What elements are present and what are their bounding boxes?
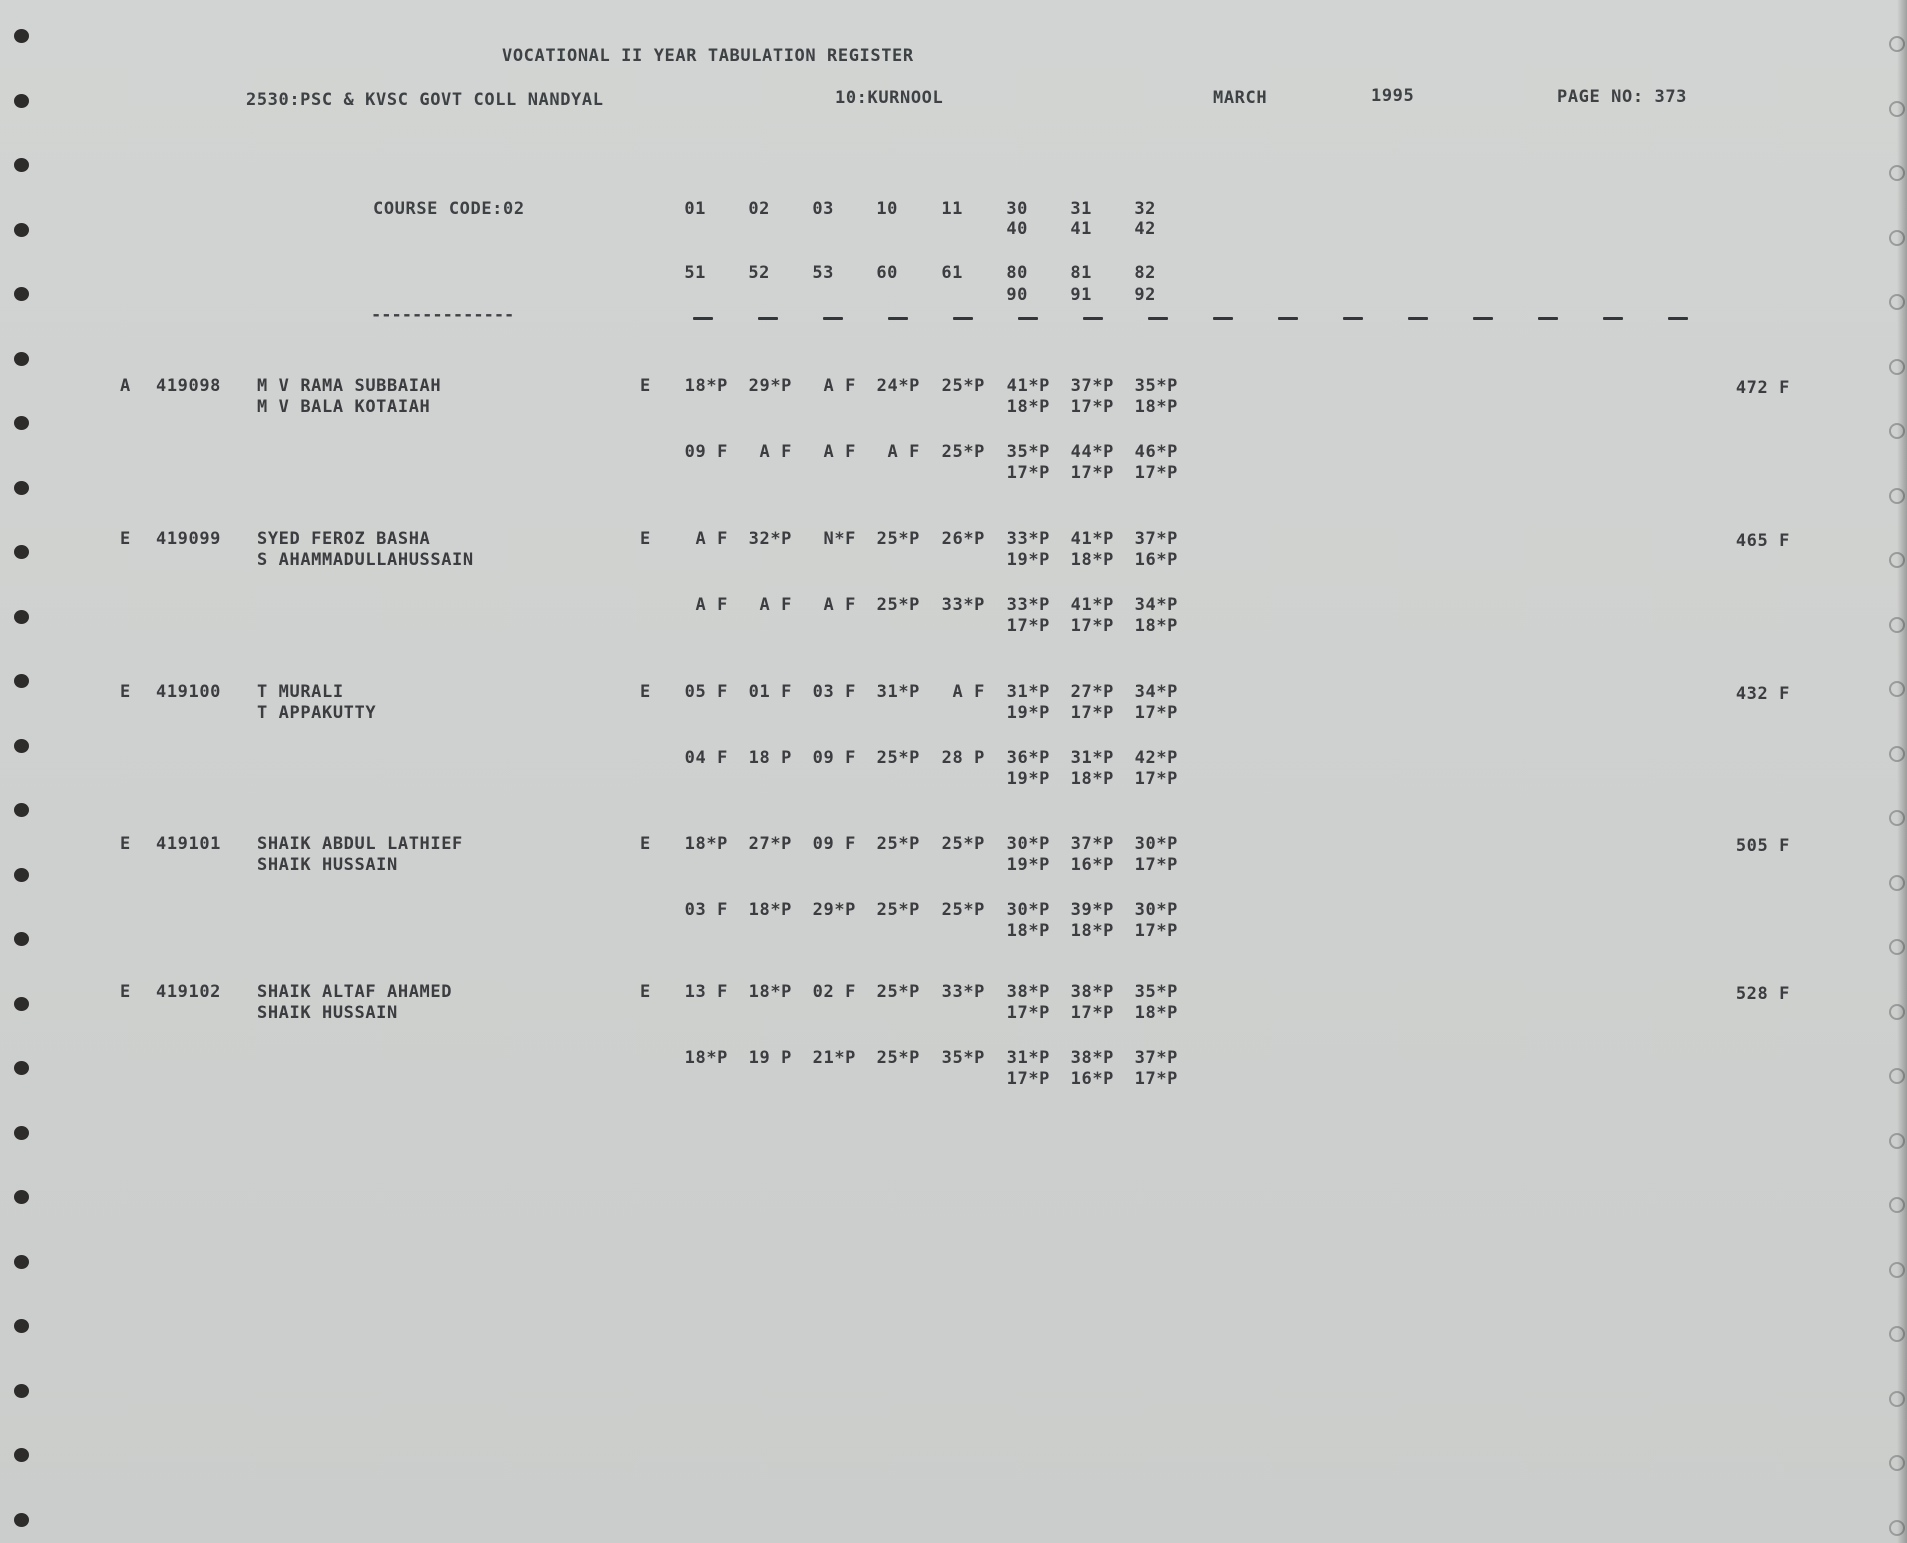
category-code: E [120,682,131,702]
punch-hole [1889,294,1905,310]
punch-hole [1889,1133,1905,1149]
subject-mark: 28 P [941,748,985,768]
subject-mark: 18*P [684,376,728,396]
punch-hole [1889,617,1905,633]
punch-hole [14,1513,29,1527]
subject-mark: 36*P [1006,748,1050,768]
subject-mark: 25*P [876,529,920,549]
subject-mark: 18*P [1070,769,1114,789]
subject-code: 11 [941,199,963,219]
subject-mark: 17*P [1134,1069,1178,1089]
punch-hole [1889,875,1905,891]
subject-mark: 17*P [1134,463,1178,483]
student-name: SYED FEROZ BASHA [257,529,431,549]
register-title: VOCATIONAL II YEAR TABULATION REGISTER [502,46,914,66]
subject-mark: 37*P [1134,1048,1178,1068]
subject-mark: 18*P [1134,1003,1178,1023]
subject-mark: 33*P [1006,529,1050,549]
column-dash [1278,317,1298,320]
column-dash [1473,317,1493,320]
subject-mark: 38*P [1070,982,1114,1002]
total-result: 505 F [1735,836,1790,856]
column-dash [1083,317,1103,320]
subject-mark: 25*P [876,1048,920,1068]
subject-mark: A F [695,595,728,615]
subject-mark: 30*P [1006,900,1050,920]
subject-mark: 17*P [1006,463,1050,483]
subject-code: 02 [748,199,770,219]
subject-code: 82 [1134,263,1156,283]
column-dash [758,317,778,320]
punch-hole [14,932,29,946]
subject-mark: 25*P [941,442,985,462]
subject-code: 01 [684,199,706,219]
subject-mark: A F [823,376,856,396]
father-name: SHAIK HUSSAIN [257,855,398,875]
total-result: 472 F [1735,378,1790,398]
punch-hole [14,1190,29,1204]
subject-mark: 31*P [1006,682,1050,702]
subject-mark: 17*P [1070,616,1114,636]
subject-mark: 33*P [941,595,985,615]
subject-mark: 25*P [876,595,920,615]
page-number: PAGE NO: 373 [1557,87,1688,107]
punch-hole [1889,165,1905,181]
medium-code: E [640,529,651,549]
subject-mark: 18*P [748,900,792,920]
column-dash [1148,317,1168,320]
punch-hole [1889,1068,1905,1084]
subject-mark: 37*P [1134,529,1178,549]
subject-mark: 18*P [684,834,728,854]
course-code-underline: -------------- [371,305,515,325]
subject-mark: 31*P [876,682,920,702]
subject-mark: 13 F [684,982,728,1002]
column-dash [1213,317,1233,320]
category-code: A [120,376,131,396]
exam-month: MARCH [1213,88,1268,108]
punch-hole [14,739,29,753]
punch-hole [1889,939,1905,955]
subject-mark: 33*P [941,982,985,1002]
subject-code: 60 [876,263,898,283]
subject-mark: 17*P [1006,1069,1050,1089]
subject-mark: 24*P [876,376,920,396]
student-name: SHAIK ABDUL LATHIEF [257,834,463,854]
subject-mark: 31*P [1070,748,1114,768]
father-name: M V BALA KOTAIAH [257,397,431,417]
subject-mark: 35*P [1134,376,1178,396]
subject-mark: 19*P [1006,550,1050,570]
student-name: T MURALI [257,682,344,702]
punch-hole [1889,36,1905,52]
punch-hole [1889,1262,1905,1278]
punch-hole [1889,1004,1905,1020]
total-result: 465 F [1735,531,1790,551]
subject-mark: 25*P [876,748,920,768]
subject-mark: 33*P [1006,595,1050,615]
total-result: 432 F [1735,684,1790,704]
punch-hole [1889,488,1905,504]
punch-hole [14,29,29,43]
punch-hole [14,803,29,817]
subject-mark: 46*P [1134,442,1178,462]
subject-mark: 35*P [1006,442,1050,462]
subject-code: 10 [876,199,898,219]
subject-code: 03 [812,199,834,219]
punch-hole [14,94,29,108]
subject-mark: 41*P [1006,376,1050,396]
subject-mark: 17*P [1070,397,1114,417]
subject-mark: 02 F [812,982,856,1002]
punch-hole [1889,1391,1905,1407]
subject-mark: 19*P [1006,855,1050,875]
student-name: SHAIK ALTAF AHAMED [257,982,453,1002]
register-number: 419098 [156,376,222,396]
register-number: 419101 [156,834,222,854]
subject-mark: 18*P [1070,921,1114,941]
father-name: T APPAKUTTY [257,703,377,723]
subject-code: 32 [1134,199,1156,219]
subject-mark: 18*P [1070,550,1114,570]
subject-mark: 25*P [941,834,985,854]
subject-mark: 19*P [1006,769,1050,789]
subject-mark: 18*P [748,982,792,1002]
subject-mark: 18*P [1006,921,1050,941]
subject-mark: 25*P [876,982,920,1002]
column-dash [953,317,973,320]
student-name: M V RAMA SUBBAIAH [257,376,442,396]
register-number: 419102 [156,982,222,1002]
subject-mark: 26*P [941,529,985,549]
punch-hole [1889,1326,1905,1342]
punch-hole [14,545,29,559]
subject-mark: 30*P [1134,834,1178,854]
subject-mark: 27*P [1070,682,1114,702]
column-dash [1343,317,1363,320]
subject-code: 91 [1070,285,1092,305]
punch-hole [1889,1520,1905,1536]
category-code: E [120,529,131,549]
subject-mark: 17*P [1134,769,1178,789]
subject-mark: A F [823,442,856,462]
subject-mark: 19*P [1006,703,1050,723]
college-name: 2530:PSC & KVSC GOVT COLL NANDYAL [246,90,604,110]
subject-mark: 17*P [1070,1003,1114,1023]
subject-mark: 09 F [812,834,856,854]
register-number: 419099 [156,529,222,549]
punch-hole [14,1255,29,1269]
subject-code: 31 [1070,199,1092,219]
subject-mark: 39*P [1070,900,1114,920]
column-dash [1408,317,1428,320]
punch-hole [1889,681,1905,697]
punch-hole [1889,746,1905,762]
subject-mark: 18 P [748,748,792,768]
subject-mark: 29*P [812,900,856,920]
subject-mark: 35*P [1134,982,1178,1002]
subject-mark: 21*P [812,1048,856,1068]
punch-hole [14,1384,29,1398]
subject-mark: 35*P [941,1048,985,1068]
subject-code: 81 [1070,263,1092,283]
subject-mark: 34*P [1134,682,1178,702]
subject-mark: 19 P [748,1048,792,1068]
subject-code: 80 [1006,263,1028,283]
punch-hole [14,1319,29,1333]
subject-mark: 25*P [876,900,920,920]
register-number: 419100 [156,682,222,702]
subject-mark: 44*P [1070,442,1114,462]
column-dash [693,317,713,320]
medium-code: E [640,834,651,854]
punch-hole [1889,359,1905,375]
exam-year: 1995 [1371,86,1415,106]
subject-mark: 32*P [748,529,792,549]
father-name: S AHAMMADULLAHUSSAIN [257,550,474,570]
punch-hole [1889,552,1905,568]
subject-mark: 17*P [1070,703,1114,723]
subject-mark: 17*P [1134,855,1178,875]
subject-mark: 29*P [748,376,792,396]
medium-code: E [640,376,651,396]
punch-hole [14,287,29,301]
subject-mark: 41*P [1070,529,1114,549]
punch-hole [1889,101,1905,117]
subject-mark: 16*P [1070,855,1114,875]
punch-hole [14,674,29,688]
subject-code: 41 [1070,219,1092,239]
column-dash [888,317,908,320]
subject-mark: A F [887,442,920,462]
subject-code: 42 [1134,219,1156,239]
column-dash [823,317,843,320]
subject-code: 61 [941,263,963,283]
punch-hole [14,352,29,366]
subject-mark: 16*P [1134,550,1178,570]
column-dash [1538,317,1558,320]
subject-code: 52 [748,263,770,283]
punch-hole [14,416,29,430]
punch-hole [14,1126,29,1140]
subject-mark: N*F [823,529,856,549]
punch-hole [1889,1455,1905,1471]
father-name: SHAIK HUSSAIN [257,1003,398,1023]
punch-hole [14,1448,29,1462]
subject-mark: 30*P [1006,834,1050,854]
medium-code: E [640,682,651,702]
column-dash [1603,317,1623,320]
subject-mark: 42*P [1134,748,1178,768]
subject-mark: 17*P [1134,921,1178,941]
course-code-label: COURSE CODE:02 [373,199,525,219]
district-name: 10:KURNOOL [835,88,944,108]
subject-code: 30 [1006,199,1028,219]
punch-hole [14,481,29,495]
subject-mark: 03 F [684,900,728,920]
subject-code: 53 [812,263,834,283]
subject-code: 51 [684,263,706,283]
punch-hole [14,223,29,237]
subject-code: 92 [1134,285,1156,305]
subject-mark: 18*P [1134,397,1178,417]
subject-mark: 31*P [1006,1048,1050,1068]
subject-mark: 05 F [684,682,728,702]
subject-mark: 37*P [1070,834,1114,854]
subject-mark: 17*P [1134,703,1178,723]
subject-code: 90 [1006,285,1028,305]
category-code: E [120,834,131,854]
medium-code: E [640,982,651,1002]
subject-mark: 25*P [941,376,985,396]
punch-hole [14,868,29,882]
punch-hole [14,997,29,1011]
subject-mark: 17*P [1070,463,1114,483]
subject-mark: 18*P [684,1048,728,1068]
subject-mark: A F [823,595,856,615]
subject-mark: A F [759,442,792,462]
punch-hole [1889,810,1905,826]
subject-mark: 18*P [1006,397,1050,417]
subject-mark: 18*P [1134,616,1178,636]
subject-mark: 25*P [876,834,920,854]
punch-hole [1889,230,1905,246]
subject-mark: 38*P [1006,982,1050,1002]
subject-mark: 03 F [812,682,856,702]
subject-mark: 37*P [1070,376,1114,396]
subject-mark: 17*P [1006,616,1050,636]
subject-mark: 27*P [748,834,792,854]
punch-hole [14,158,29,172]
column-dash [1018,317,1038,320]
subject-mark: 01 F [748,682,792,702]
subject-mark: A F [695,529,728,549]
total-result: 528 F [1735,984,1790,1004]
subject-mark: 30*P [1134,900,1178,920]
subject-mark: 09 F [684,442,728,462]
subject-mark: A F [759,595,792,615]
punch-hole [14,1061,29,1075]
subject-mark: 17*P [1006,1003,1050,1023]
column-dash [1668,317,1688,320]
subject-mark: 09 F [812,748,856,768]
subject-mark: 04 F [684,748,728,768]
subject-mark: 16*P [1070,1069,1114,1089]
category-code: E [120,982,131,1002]
punch-hole [14,610,29,624]
punch-hole [1889,1197,1905,1213]
punch-hole [1889,423,1905,439]
subject-code: 40 [1006,219,1028,239]
subject-mark: 41*P [1070,595,1114,615]
subject-mark: A F [952,682,985,702]
subject-mark: 38*P [1070,1048,1114,1068]
subject-mark: 25*P [941,900,985,920]
subject-mark: 34*P [1134,595,1178,615]
